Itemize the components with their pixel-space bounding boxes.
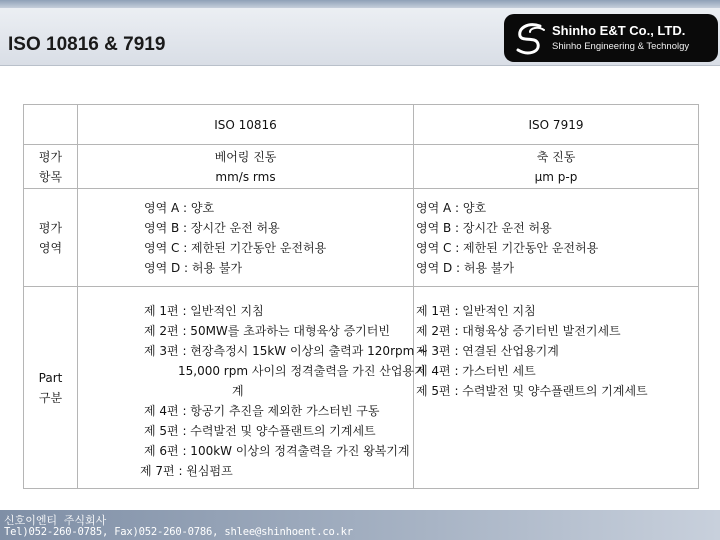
row-label-eval-item bbox=[24, 145, 78, 189]
row-label-part bbox=[24, 287, 78, 489]
label-line: 영역 bbox=[38, 240, 63, 255]
cell-iso10816-eval-item bbox=[78, 145, 414, 189]
header-iso10816: ISO 10816 bbox=[78, 105, 414, 145]
part-line: 15,000 rpm 사이의 정격출력을 가진 산업용기 bbox=[178, 364, 426, 378]
cell-iso7919-part bbox=[414, 287, 699, 489]
logo-mark-icon bbox=[510, 20, 550, 56]
cell-iso10816-part bbox=[78, 287, 429, 489]
part-line: 제 2편 : 50MW를 초과하는 대형육상 증기터빈 bbox=[144, 324, 390, 338]
label-line: Part bbox=[38, 370, 63, 385]
slide-header bbox=[0, 0, 720, 66]
part-line: 제 1편 : 일반적인 지침 bbox=[144, 304, 264, 318]
part-line: 제 5편 : 수력발전 및 양수플랜트의 기계세트 bbox=[416, 384, 648, 398]
label-line: 평가 bbox=[38, 149, 63, 164]
zone-line: 영역 D : 허용 불가 bbox=[416, 260, 515, 275]
company-logo bbox=[504, 14, 718, 62]
part-line: 제 4편 : 가스터빈 세트 bbox=[416, 364, 536, 378]
part-line: 제 2편 : 대형육상 증기터빈 발전기세트 bbox=[416, 324, 621, 338]
cell-iso7919-eval-zone bbox=[414, 189, 699, 287]
cell-iso10816-eval-zone bbox=[78, 189, 414, 287]
logo-tagline: Shinho Engineering & Technolgy bbox=[552, 41, 690, 52]
row-label-eval-zone bbox=[24, 189, 78, 287]
part-line: 제 1편 : 일반적인 지침 bbox=[416, 304, 536, 318]
part-line: 제 4편 : 항공기 추진을 제외한 가스터빈 구동 bbox=[144, 404, 380, 418]
part-line: 제 3편 : 연결된 산업용기계 bbox=[416, 344, 559, 358]
label-line: 평가 bbox=[38, 220, 63, 235]
corner-cell bbox=[24, 105, 78, 145]
part-line: 제 5편 : 수력발전 및 양수플랜트의 기계세트 bbox=[144, 424, 376, 438]
logo-company-name: Shinho E&T Co., LTD. bbox=[552, 23, 686, 38]
part-line: 계 bbox=[232, 384, 244, 398]
top-strip bbox=[0, 0, 720, 8]
zone-line: 영역 D : 허용 불가 bbox=[144, 260, 243, 275]
part-line: 제 7편 : 원심펌프 bbox=[140, 464, 233, 478]
table-row-eval-zone bbox=[24, 189, 699, 287]
slide-title: ISO 10816 & 7919 bbox=[8, 34, 166, 55]
table-row-eval-item bbox=[24, 145, 699, 189]
slide-footer bbox=[0, 510, 720, 540]
table-row-part bbox=[24, 287, 699, 489]
footer-contact: Tel)052-260-0785, Fax)052-260-0786, shlee@shinhoent.co.kr bbox=[4, 526, 353, 538]
header-iso7919: ISO 7919 bbox=[414, 105, 699, 145]
footer-company: 신호이엔티 주식회사 bbox=[4, 514, 107, 527]
cell-text: 축 진동 bbox=[536, 149, 576, 164]
cell-text: mm/s rms bbox=[215, 169, 276, 184]
cell-text: 베어링 진동 bbox=[214, 149, 277, 164]
zone-line: 영역 B : 장시간 운전 허용 bbox=[144, 220, 280, 235]
label-line: 구분 bbox=[38, 390, 63, 405]
part-line: 제 3편 : 현장측정시 15kW 이상의 출력과 120rpm ~ bbox=[144, 344, 429, 358]
zone-line: 영역 C : 제한된 기간동안 운전허용 bbox=[416, 240, 599, 255]
label-line: 항목 bbox=[38, 169, 63, 184]
zone-line: 영역 C : 제한된 기간동안 운전허용 bbox=[144, 240, 327, 255]
zone-line: 영역 A : 양호 bbox=[416, 200, 487, 215]
table-header-row bbox=[24, 105, 699, 145]
iso-comparison-table bbox=[23, 104, 699, 489]
cell-text: µm p-p bbox=[534, 169, 578, 184]
cell-iso7919-eval-item bbox=[414, 145, 699, 189]
zone-line: 영역 A : 양호 bbox=[144, 200, 215, 215]
zone-line: 영역 B : 장시간 운전 허용 bbox=[416, 220, 552, 235]
part-line: 제 6편 : 100kW 이상의 정격출력을 가진 왕복기계 bbox=[144, 444, 410, 458]
